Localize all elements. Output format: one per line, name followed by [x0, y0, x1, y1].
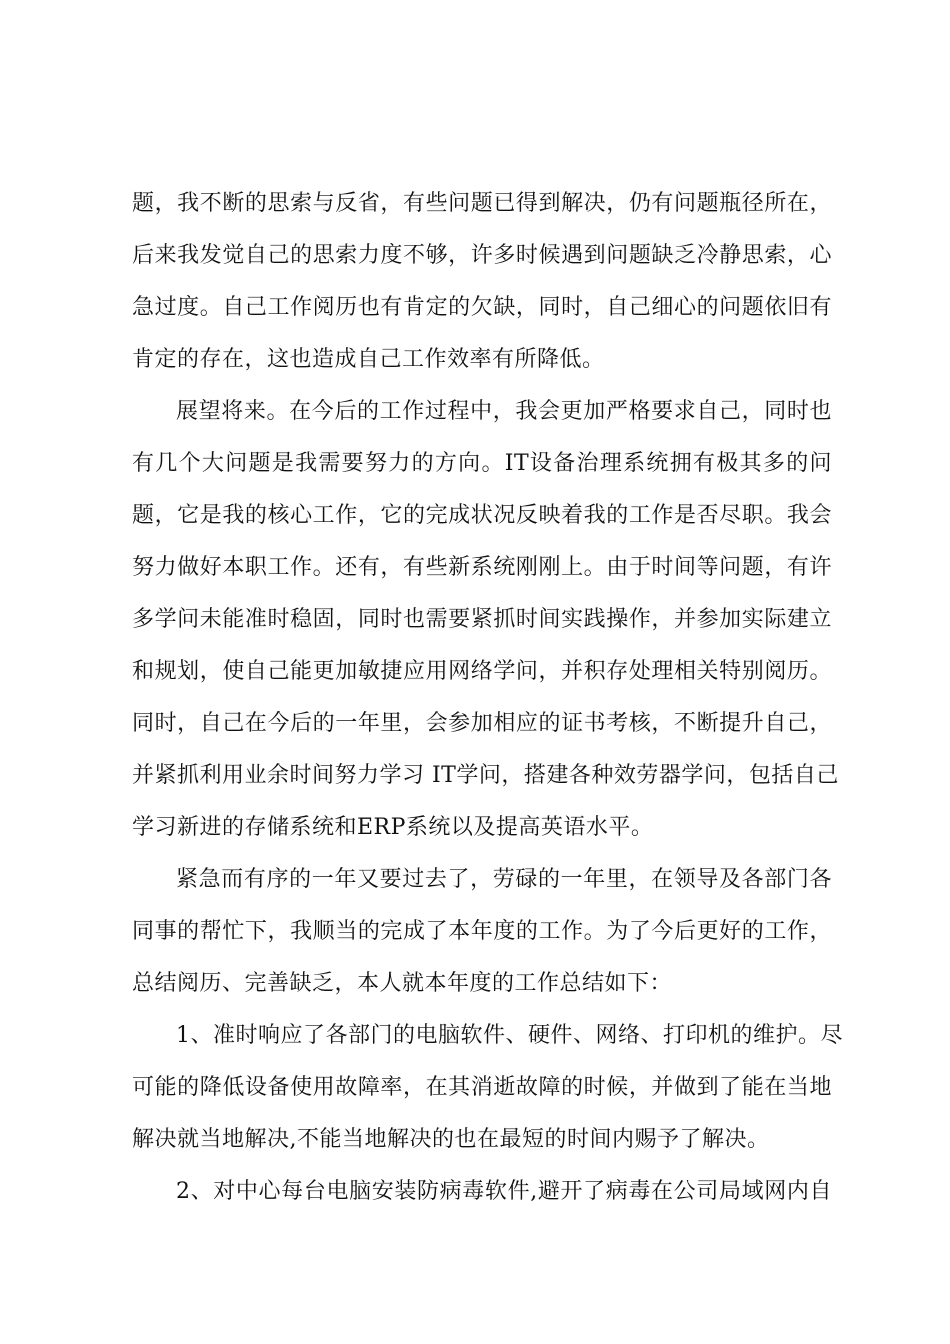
- text-line: 题，我不断的思索与反省，有些问题已得到解决，仍有问题瓶径所在，: [132, 191, 832, 216]
- text-line: 后来我发觉自己的思索力度不够，许多时候遇到问题缺乏冷静思索，心: [132, 243, 832, 268]
- text-line: 并紧抓利用业余时间努力学习 IT学问，搭建各种效劳器学问，包括自己: [132, 763, 839, 788]
- paragraph-first-line: 展望将来。在今后的工作过程中，我会更加严格要求自己，同时也: [176, 399, 832, 424]
- text-line: 有几个大问题是我需要努力的方向。IT设备治理系统拥有极其多的问: [132, 451, 832, 476]
- text-line: 和规划，使自己能更加敏捷应用网络学问，并积存处理相关特别阅历。: [132, 659, 832, 684]
- text-line: 肯定的存在，这也造成自己工作效率有所降低。: [132, 347, 605, 372]
- paragraph-first-line: 2、对中心每台电脑安装防病毒软件,避开了病毒在公司局域网内自: [176, 1179, 832, 1204]
- text-line: 学习新进的存储系统和ERP系统以及提高英语水平。: [132, 815, 654, 840]
- text-line: 多学问未能准时稳固，同时也需要紧抓时间实践操作，并参加实际建立: [132, 607, 832, 632]
- text-line: 题，它是我的核心工作，它的完成状况反映着我的工作是否尽职。我会: [132, 503, 832, 528]
- text-line: 同事的帮忙下，我顺当的完成了本年度的工作。为了今后更好的工作，: [132, 919, 832, 944]
- text-line: 急过度。自己工作阅历也有肯定的欠缺，同时，自己细心的问题依旧有: [132, 295, 832, 320]
- text-line: 同时，自己在今后的一年里，会参加相应的证书考核，不断提升自己，: [132, 711, 832, 736]
- text-line: 总结阅历、完善缺乏，本人就本年度的工作总结如下：: [132, 971, 673, 996]
- paragraph-first-line: 1、准时响应了各部门的电脑软件、硬件、网络、打印机的维护。尽: [176, 1023, 843, 1048]
- text-line: 解决就当地解决,不能当地解决的也在最短的时间内赐予了解决。: [132, 1127, 770, 1152]
- paragraph-first-line: 紧急而有序的一年又要过去了，劳碌的一年里，在领导及各部门各: [176, 867, 832, 892]
- text-line: 可能的降低设备使用故障率，在其消逝故障的时候，并做到了能在当地: [132, 1075, 832, 1100]
- text-line: 努力做好本职工作。还有，有些新系统刚刚上。由于时间等问题，有许: [132, 555, 832, 580]
